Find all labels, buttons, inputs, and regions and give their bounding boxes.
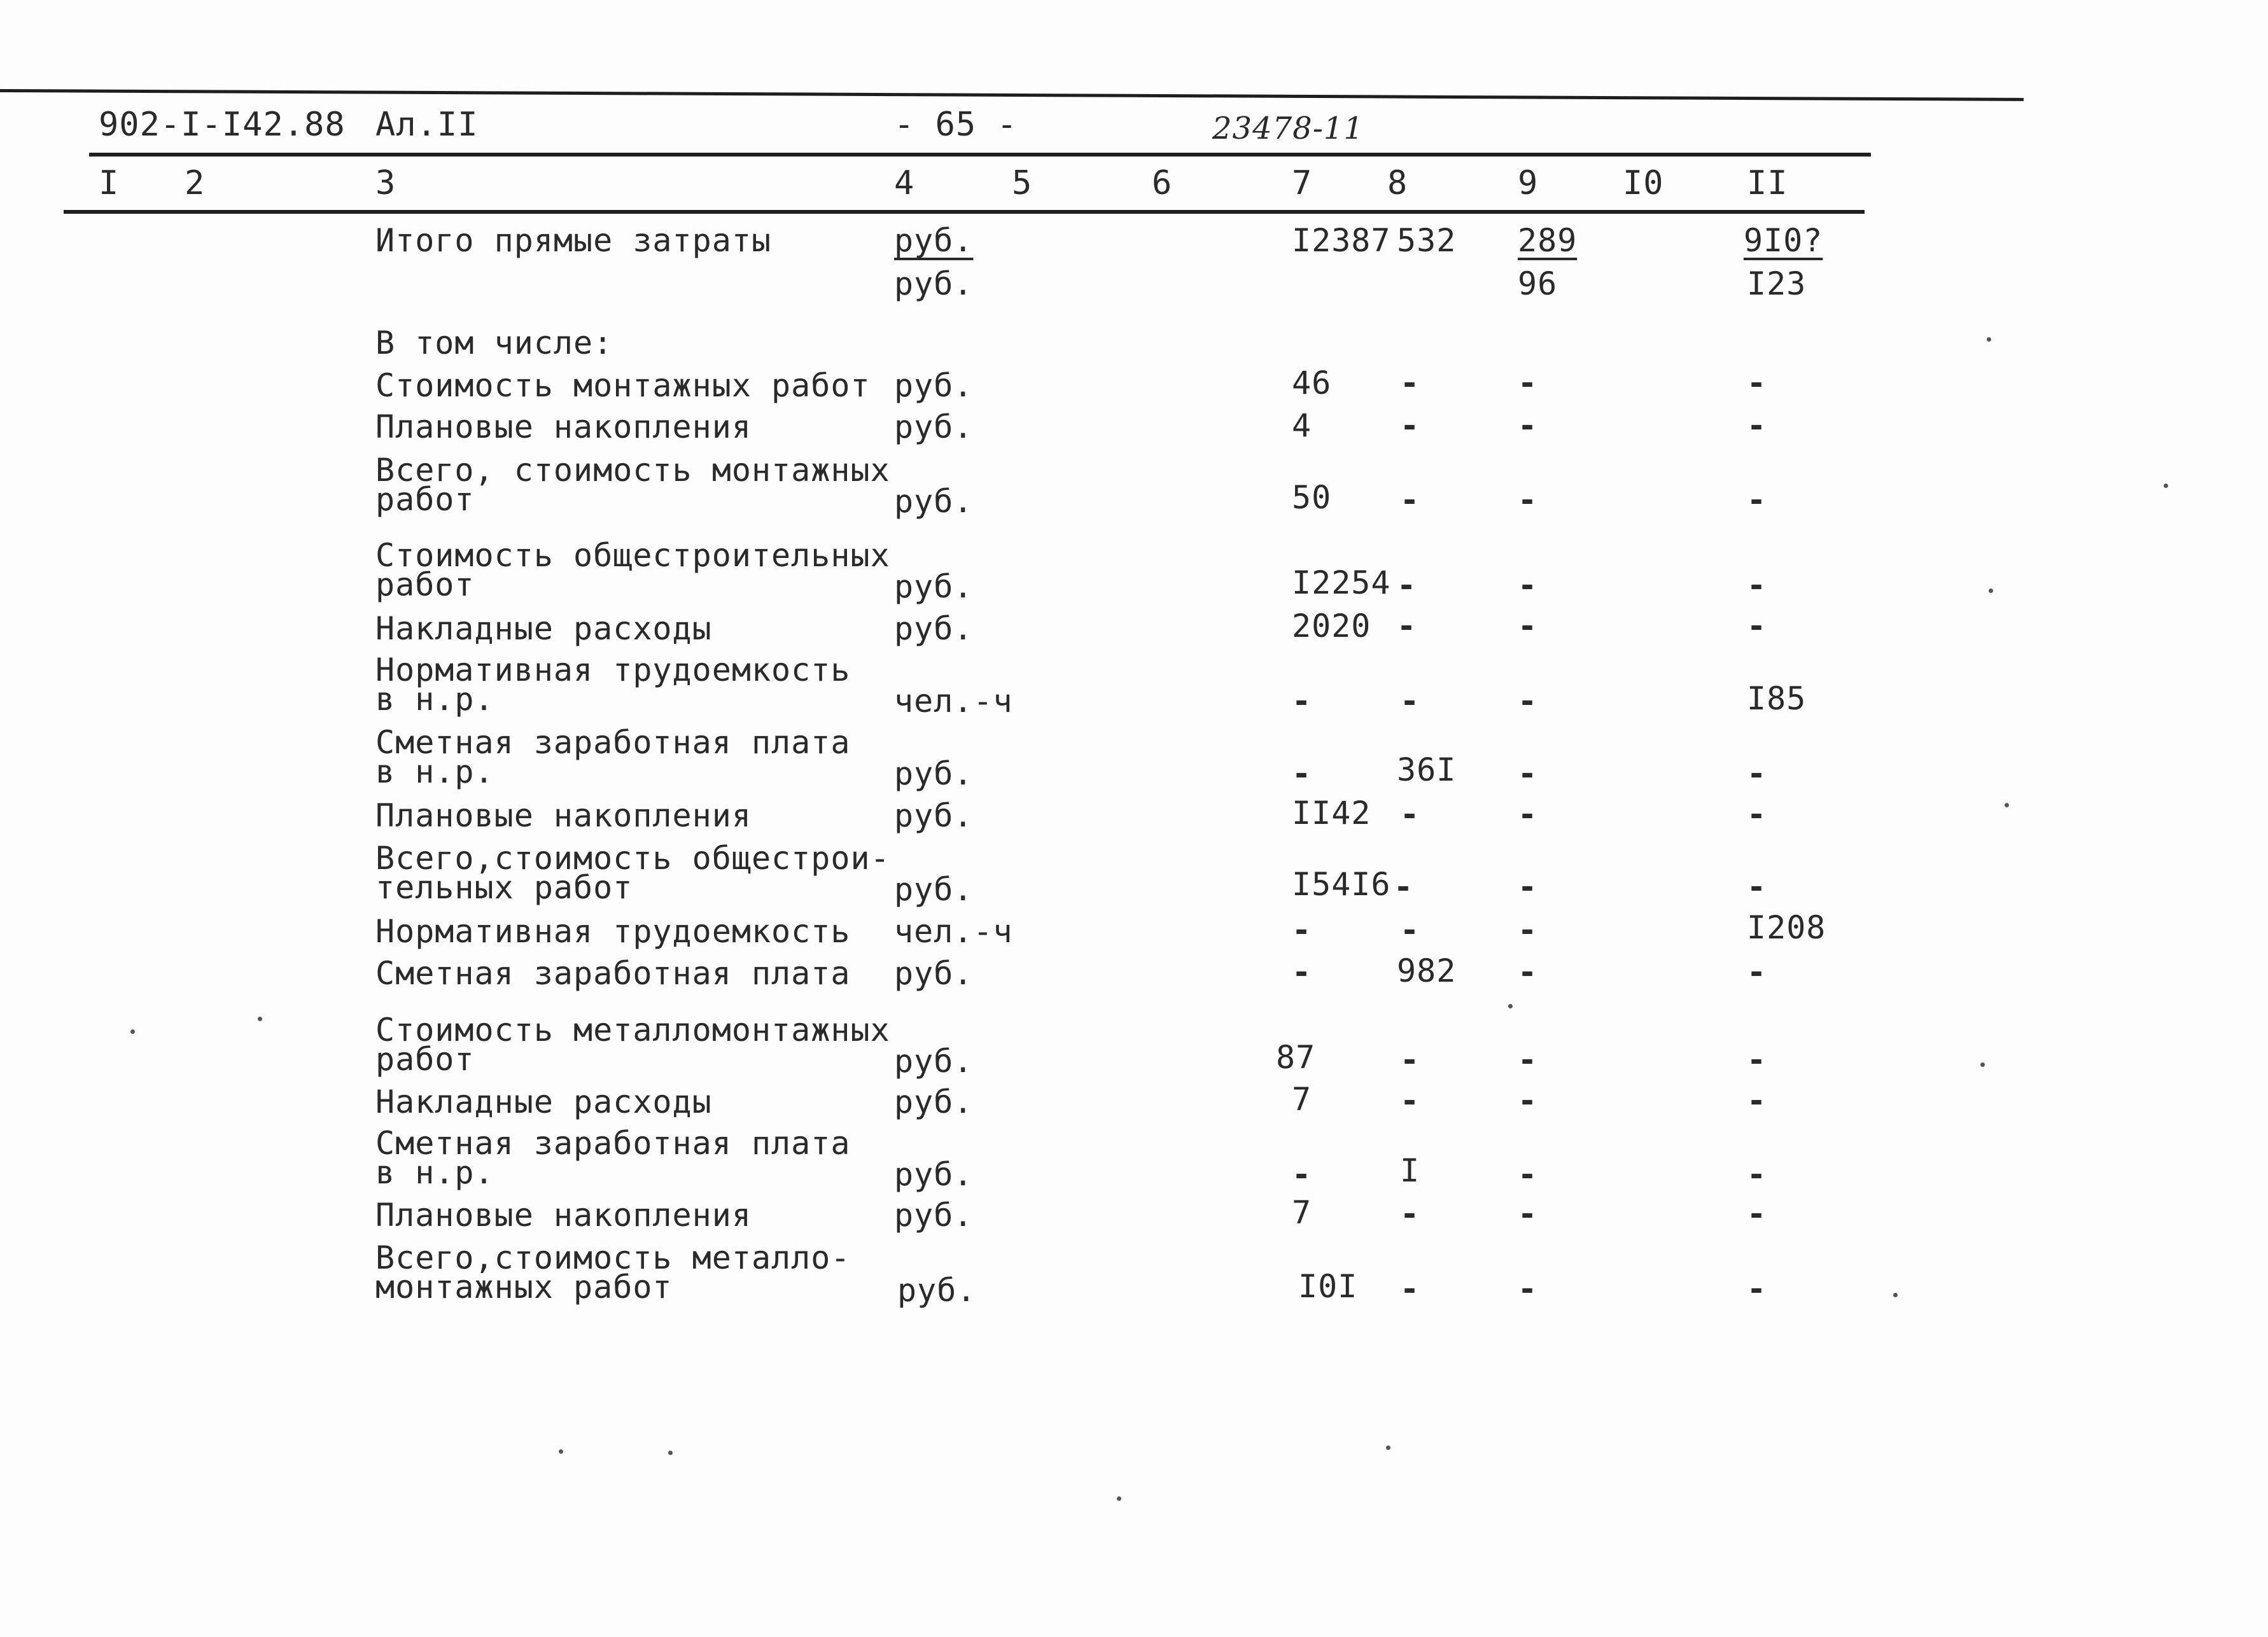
- row-col9-value: -: [1518, 954, 1538, 991]
- scan-speck: [1386, 1445, 1390, 1450]
- document-code: 902-I-I42.88: [99, 106, 346, 144]
- row-col8-value: -: [1400, 683, 1420, 720]
- row-unit: руб.: [894, 483, 974, 520]
- scan-speck: [2005, 803, 2009, 807]
- row-unit: руб.: [894, 1083, 974, 1120]
- row-col11-value: -: [1747, 608, 1767, 644]
- row-name: [375, 840, 890, 906]
- row-col7-value: 50: [1292, 479, 1332, 516]
- row-col8-value: -: [1400, 1082, 1420, 1119]
- row-col9-value: -: [1518, 608, 1538, 644]
- row-col8-value: I: [1400, 1152, 1420, 1189]
- column-number-8: 8: [1387, 164, 1408, 202]
- column-numbers-rule: [64, 210, 1865, 214]
- row-name: Плановые накопления: [375, 797, 752, 834]
- scan-speck: [1508, 1004, 1513, 1008]
- row-name: Стоимость монтажных работ: [375, 367, 871, 404]
- row-name-line1: Сметная заработная плата: [375, 1125, 851, 1162]
- row-col7-value: 2020: [1292, 608, 1371, 644]
- scan-speck: [1980, 1062, 1985, 1067]
- row-col9-value: -: [1518, 683, 1538, 720]
- row-col11-value: I23: [1747, 265, 1807, 302]
- top-border-line: [0, 89, 2024, 101]
- row-col8-value: -: [1400, 407, 1420, 444]
- row-name: [375, 724, 851, 790]
- row-col11-value: -: [1747, 868, 1767, 905]
- row-unit: руб.: [894, 955, 974, 992]
- row-unit: руб.: [894, 568, 974, 605]
- row-name: [375, 651, 851, 718]
- row-unit: руб.: [894, 871, 974, 908]
- row-col7-value: 4: [1292, 407, 1312, 444]
- row-col7-value: 46: [1292, 365, 1332, 401]
- row-name: Сметная заработная плата: [375, 955, 851, 992]
- page-number: - 65 -: [894, 106, 1018, 144]
- row-col7-value: II42: [1292, 795, 1371, 832]
- row-name-line2: в н.р.: [375, 681, 494, 718]
- row-name: [375, 452, 890, 518]
- row-col8-value: -: [1400, 365, 1420, 401]
- row-name-line2: в н.р.: [375, 1154, 494, 1191]
- row-col7-value: I2254: [1292, 564, 1391, 601]
- row-col9-value: -: [1518, 567, 1538, 604]
- row-name: Итого прямые затраты: [375, 222, 772, 259]
- row-col11-value: I85: [1747, 680, 1807, 717]
- row-col7-value: 7: [1292, 1194, 1312, 1231]
- row-col11-value: -: [1747, 1195, 1767, 1232]
- scan-speck: [668, 1451, 673, 1455]
- row-col9-value: -: [1518, 482, 1538, 519]
- row-col8-value: -: [1397, 567, 1417, 604]
- row-col8-value: 36I: [1397, 751, 1457, 788]
- row-col9-value: 96: [1518, 265, 1558, 302]
- row-name-line1: Всего, стоимость монтажных: [375, 452, 890, 489]
- scan-speck: [130, 1029, 135, 1034]
- row-col8-value: 982: [1397, 952, 1457, 989]
- scan-speck: [2164, 484, 2168, 488]
- row-col7-value: 87: [1276, 1039, 1316, 1076]
- row-col9-value: -: [1518, 1271, 1538, 1307]
- row-col9-value: -: [1518, 407, 1538, 444]
- row-col7-value: I0I: [1298, 1268, 1358, 1305]
- row-unit: руб.: [894, 1197, 974, 1234]
- column-number-11: II: [1747, 164, 1788, 202]
- row-name: Нормативная трудоемкость: [375, 913, 851, 950]
- row-col11-value: -: [1747, 1041, 1767, 1078]
- header-rule: [89, 153, 1871, 157]
- row-col11-value: I208: [1747, 909, 1826, 946]
- row-col11-value: 9I0?: [1744, 222, 1823, 259]
- scan-speck: [1893, 1293, 1898, 1297]
- section-heading: В том числе:: [375, 324, 613, 361]
- column-number-2: 2: [185, 164, 206, 202]
- row-col9-value: -: [1518, 868, 1538, 905]
- row-name: [375, 1125, 851, 1191]
- row-col8-value: -: [1400, 912, 1420, 949]
- row-unit: руб.: [894, 367, 974, 404]
- row-col9-value: -: [1518, 1156, 1538, 1193]
- row-col8-value: -: [1397, 608, 1417, 644]
- row-col9-value: -: [1518, 755, 1538, 792]
- row-name: [375, 537, 890, 603]
- row-col11-value: -: [1747, 755, 1767, 792]
- scan-speck: [1987, 337, 1991, 342]
- row-col11-value: -: [1747, 1271, 1767, 1307]
- row-col8-value: -: [1400, 482, 1420, 519]
- row-name-line2: работ: [375, 481, 475, 518]
- row-col9-value: 289: [1518, 222, 1578, 259]
- row-name-line2: работ: [375, 1041, 475, 1078]
- column-number-6: 6: [1152, 164, 1173, 202]
- row-name-line1: Стоимость общестроительных: [375, 537, 890, 574]
- scan-speck: [258, 1017, 262, 1021]
- row-unit: руб.: [894, 1156, 974, 1193]
- row-col8-value: -: [1400, 1195, 1420, 1232]
- row-unit: руб.: [894, 797, 974, 834]
- row-name: [375, 1239, 851, 1306]
- row-name-line1: Всего,стоимость общестрои-: [375, 840, 890, 877]
- row-name: [375, 1012, 890, 1078]
- row-col11-value: -: [1747, 1156, 1767, 1193]
- row-unit: руб.: [894, 610, 974, 647]
- row-col11-value: -: [1747, 365, 1767, 401]
- row-col11-value: -: [1747, 482, 1767, 519]
- album-label: Ал.II: [375, 106, 479, 144]
- row-name-line2: тельных работ: [375, 869, 633, 906]
- column-number-1: I: [99, 164, 120, 202]
- row-name-line2: монтажных работ: [375, 1269, 673, 1306]
- row-col7-value: -: [1292, 1156, 1312, 1193]
- row-col7-value: -: [1292, 683, 1312, 720]
- row-col11-value: -: [1747, 567, 1767, 604]
- row-col7-value: 7: [1292, 1081, 1312, 1118]
- scan-speck: [559, 1449, 563, 1454]
- row-col9-value: -: [1518, 912, 1538, 949]
- row-unit: руб.: [894, 265, 974, 302]
- inventory-stamp-number: 23478-11: [1212, 111, 1364, 146]
- row-name: Накладные расходы: [375, 1083, 712, 1120]
- row-col9-value: -: [1518, 796, 1538, 833]
- row-col9-value: -: [1518, 365, 1538, 401]
- row-name-line1: Нормативная трудоемкость: [375, 651, 851, 688]
- row-col11-value: -: [1747, 1082, 1767, 1119]
- column-number-7: 7: [1292, 164, 1313, 202]
- column-number-5: 5: [1012, 164, 1033, 202]
- row-unit: руб.: [897, 1272, 977, 1309]
- row-name-line2: работ: [375, 566, 475, 603]
- row-col9-value: -: [1518, 1195, 1538, 1232]
- row-name-line2: в н.р.: [375, 753, 494, 790]
- column-number-4: 4: [894, 164, 915, 202]
- column-number-9: 9: [1518, 164, 1539, 202]
- row-col11-value: -: [1747, 796, 1767, 833]
- row-col8-value: -: [1400, 1041, 1420, 1078]
- row-name: Плановые накопления: [375, 1197, 752, 1234]
- row-col7-value: -: [1292, 954, 1312, 991]
- column-number-10: I0: [1623, 164, 1664, 202]
- row-col11-value: -: [1747, 954, 1767, 991]
- row-unit: чел.-ч: [894, 683, 1013, 720]
- row-unit: чел.-ч: [894, 913, 1013, 950]
- row-col7-value: I54I6: [1292, 866, 1391, 903]
- row-col8-value: 532: [1397, 222, 1457, 259]
- row-col7-value: I2387: [1292, 222, 1391, 259]
- row-col8-value: -: [1400, 796, 1420, 833]
- row-unit: руб.: [894, 1043, 974, 1080]
- row-col7-value: -: [1292, 755, 1312, 792]
- row-name: Плановые накопления: [375, 408, 752, 445]
- row-name: Накладные расходы: [375, 610, 712, 647]
- row-col9-value: -: [1518, 1082, 1538, 1119]
- row-unit: руб.: [894, 222, 974, 259]
- row-col8-value: -: [1400, 1271, 1420, 1307]
- row-unit: руб.: [894, 755, 974, 792]
- column-number-3: 3: [375, 164, 396, 202]
- row-name-line1: Сметная заработная плата: [375, 724, 851, 761]
- row-col9-value: -: [1518, 1041, 1538, 1078]
- row-unit: руб.: [894, 408, 974, 445]
- row-col8-value: -: [1394, 868, 1414, 905]
- scan-speck: [1117, 1496, 1121, 1501]
- scan-speck: [1989, 589, 1993, 593]
- row-col11-value: -: [1747, 407, 1767, 444]
- row-name-line1: Всего,стоимость металло-: [375, 1239, 851, 1276]
- row-name-line1: Стоимость металломонтажных: [375, 1012, 890, 1048]
- row-col7-value: -: [1292, 912, 1312, 949]
